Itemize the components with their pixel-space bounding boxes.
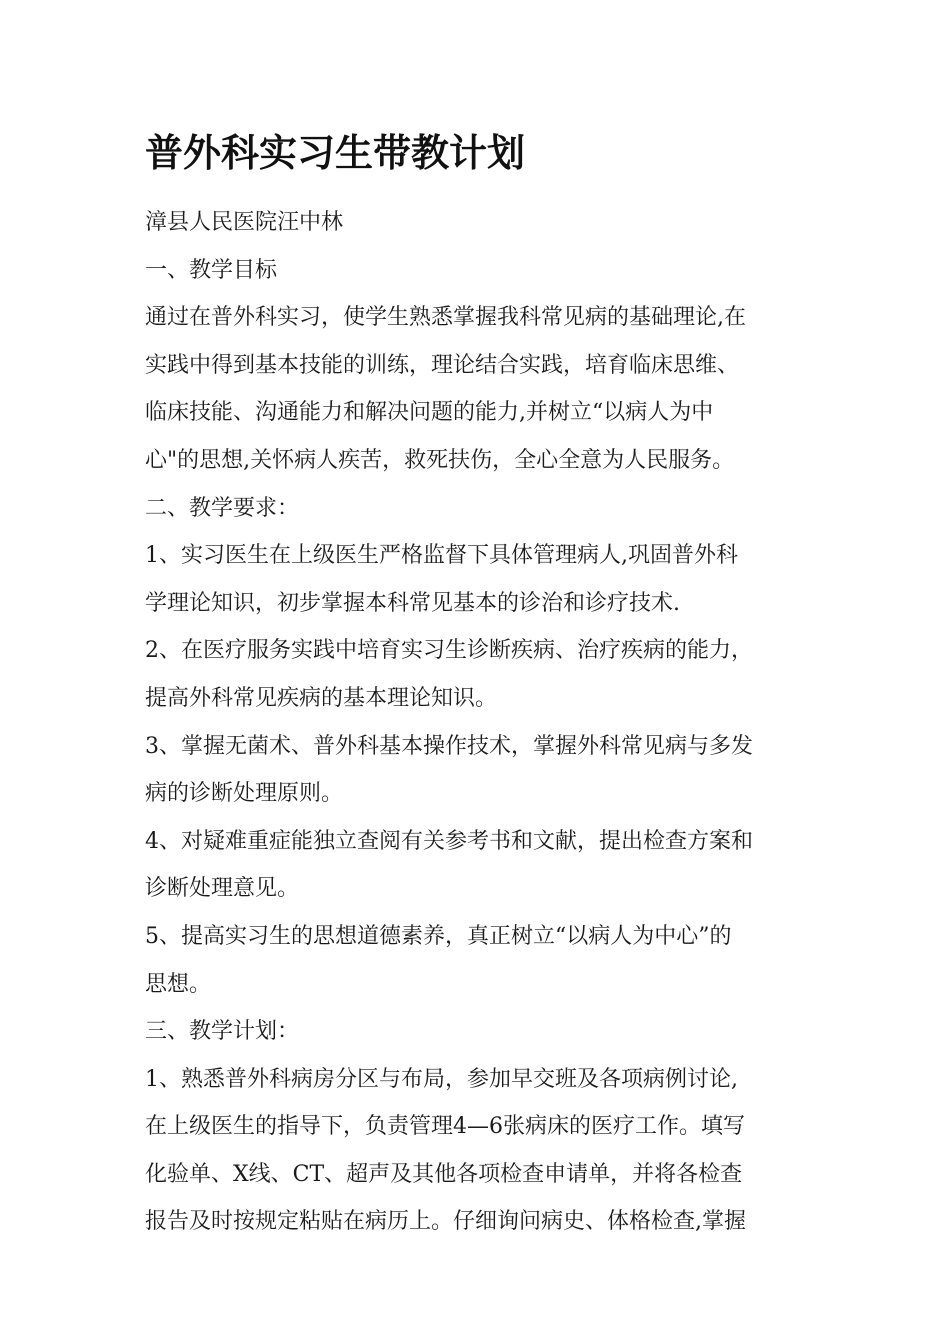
paragraph-line: 报告及时按规定粘贴在病历上。仔细询问病史、体格检查,掌握: [145, 1209, 746, 1235]
document-body: [145, 199, 807, 1246]
paragraph-line: 病的诊断处理原则。: [145, 781, 344, 807]
paragraph-line: 1、熟悉普外科病房分区与布局，参加早交班及各项病例讨论,: [145, 1066, 738, 1092]
paragraph-line: 4、对疑难重症能独立查阅有关参考书和文献，提出检查方案和: [145, 828, 753, 854]
paragraph-line: 提高外科常见疾病的基本理论知识。: [145, 685, 498, 711]
paragraph-line: 5、提高实习生的思想道德素养，真正树立“以病人为中心”的: [145, 923, 732, 949]
paragraph-line: 1、实习医生在上级医生严格监督下具体管理病人,巩固普外科: [145, 543, 738, 569]
paragraph-line: 实践中得到基本技能的训练，理论结合实践，培育临床思维、: [145, 352, 740, 378]
paragraph-line: 化验单、X线、CT、超声及其他各项检查申请单，并将各检查: [145, 1161, 743, 1187]
section-heading-requirements: 二、教学要求：: [145, 495, 300, 521]
paragraph-line: 心"的思想,关怀病人疾苦，救死扶伤，全心全意为人民服务。: [145, 447, 735, 473]
paragraph-line: 2、在医疗服务实践中培育实习生诊断疾病、治疗疾病的能力，: [145, 638, 753, 664]
paragraph-line: 通过在普外科实习，使学生熟悉掌握我科常见病的基础理论,在: [145, 305, 746, 331]
document-title: 普外科实习生带教计划: [145, 130, 526, 175]
paragraph-line: 在上级医生的指导下，负责管理4—6张病床的医疗工作。填写: [145, 1114, 745, 1140]
section-heading-plan: 三、教学计划：: [145, 1019, 300, 1045]
paragraph-line: 学理论知识，初步掌握本科常见基本的诊治和诊疗技术.: [145, 590, 680, 616]
author-line: 漳县人民医院汪中林: [145, 210, 344, 235]
paragraph-line: 思想。: [145, 971, 212, 997]
paragraph-line: 诊断处理意见。: [145, 876, 300, 902]
section-heading-objectives: 一、教学目标: [145, 257, 278, 283]
paragraph-line: 3、掌握无菌术、普外科基本操作技术，掌握外科常见病与多发: [145, 733, 753, 759]
paragraph-line: 临床技能、沟通能力和解决问题的能力,并树立“以病人为中: [145, 400, 714, 426]
